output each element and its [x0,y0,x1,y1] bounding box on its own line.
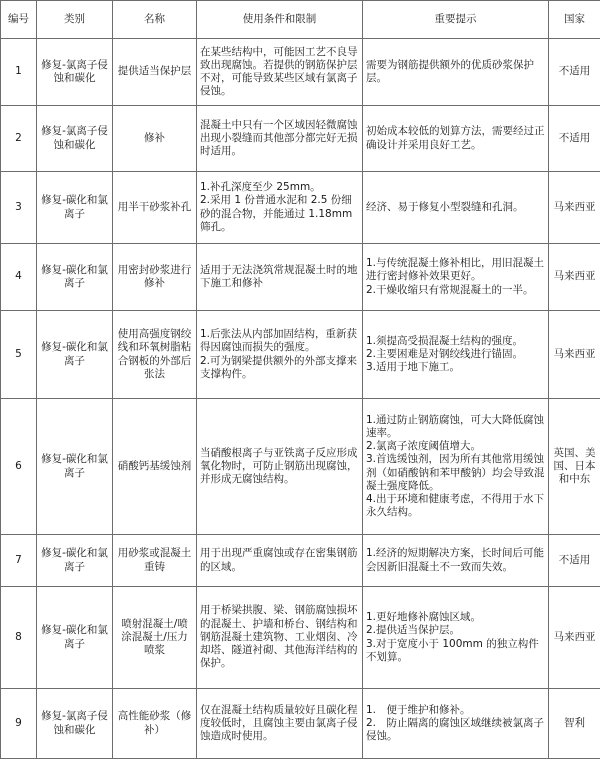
cell-category: 修复-碳化和氯离子 [37,172,113,244]
cell-country: 马来西亚 [549,587,600,689]
note-line: 4.出于环境和健康考虑，不得用于水下永久结构。 [366,493,545,519]
condition-line: 在某些结构中，可能因工艺不良导致出现腐蚀。若提供的钢筋保护层不对，可能导致某些区域有氯离子侵蚀。 [200,46,359,99]
header-notes: 重要提示 [363,1,549,39]
condition-line: 仅在混凝土结构质量较好且碳化程度较低时，且腐蚀主要由氯离子侵蚀造成时使用。 [200,704,359,744]
cell-conditions [197,399,363,535]
condition-line: 适用于无法浇筑常规混凝土时的地下施工和修补 [200,264,359,290]
cell-notes [363,39,549,106]
cell-category: 修复-氯离子侵蚀和碳化 [37,106,113,172]
condition-line: 混凝土中只有一个区域因轻微腐蚀出现小裂缝而其他部分都完好无损时适用。 [200,119,359,159]
cell-conditions [197,244,363,311]
table-row [1,39,600,106]
header-conditions: 使用条件和限制 [197,1,363,39]
note-line: 1.通过防止钢筋腐蚀，可大大降低腐蚀速率。 [366,414,545,440]
cell-id: 4 [1,244,37,311]
cell-country: 不适用 [549,535,600,587]
note-line: 3.首选缓蚀剂，因为所有其他常用缓蚀剂（如硝酸钠和苯甲酸钠）均会导致混凝土强度降低。 [366,453,545,493]
note-line: 3.适用于地下施工。 [366,361,545,374]
cell-conditions [197,535,363,587]
table-row [1,106,600,172]
table-row [1,689,600,759]
cell-id: 9 [1,689,37,759]
condition-line: 1.后张法从内部加固结构，重新获得因腐蚀而损失的强度。 [200,328,359,354]
note-line: 经济、易于修复小型裂缝和孔洞。 [366,201,545,214]
note-line: 1.须提高受损混凝土结构的强度。 [366,335,545,348]
cell-id: 7 [1,535,37,587]
note-line: 2.主要困难是对钢绞线进行锚固。 [366,348,545,361]
note-line: 1.与传统混凝土修补相比，用旧混凝土进行密封修补效果更好。 [366,257,545,283]
cell-name: 用半干砂浆补孔 [113,172,197,244]
cell-conditions [197,39,363,106]
cell-notes [363,535,549,587]
cell-name: 用密封砂浆进行修补 [113,244,197,311]
cell-category: 修复-碳化和氯离子 [37,244,113,311]
cell-notes [363,689,549,759]
cell-name: 提供适当保护层 [113,39,197,106]
cell-name: 修补 [113,106,197,172]
cell-category: 修复-碳化和氯离子 [37,311,113,399]
table-row [1,244,600,311]
header-name: 名称 [113,1,197,39]
cell-id: 2 [1,106,37,172]
condition-line: 2.可为钢梁提供额外的外部支撑来支撑构件。 [200,355,359,381]
cell-category: 修复-碳化和氯离子 [37,587,113,689]
cell-notes [363,399,549,535]
cell-notes [363,106,549,172]
cell-name: 高性能砂浆（修补） [113,689,197,759]
cell-notes [363,244,549,311]
cell-notes [363,311,549,399]
cell-country: 智利 [549,689,600,759]
condition-line: 2.采用 1 份普通水泥和 2.5 份细砂的混合物，并能通过 1.18mm 筛孔。 [200,194,359,234]
cell-id: 3 [1,172,37,244]
cell-category: 修复-碳化和氯离子 [37,399,113,535]
cell-id: 8 [1,587,37,689]
cell-category: 修复-碳化和氯离子 [37,535,113,587]
table-row [1,587,600,689]
cell-name: 喷射混凝土/喷涂混凝土/压力喷浆 [113,587,197,689]
note-line: 2. 防止隔离的腐蚀区域继续被氯离子侵蚀。 [366,717,545,743]
cell-notes [363,172,549,244]
note-line: 初始成本较低的划算方法，需要经过正确设计并采用良好工艺。 [366,125,545,151]
cell-name: 硝酸钙基缓蚀剂 [113,399,197,535]
cell-country: 马来西亚 [549,172,600,244]
note-line: 2.干燥收缩只有常规混凝土的一半。 [366,284,545,297]
cell-conditions [197,689,363,759]
note-line: 1.更好地修补腐蚀区域。 [366,611,545,624]
cell-country: 不适用 [549,39,600,106]
cell-country: 英国、美国、日本和中东 [549,399,600,535]
header-country: 国家 [549,1,600,39]
condition-line: 用于桥梁拱腹、梁、钢筋腐蚀损坏的混凝土、护墙和桥台、钢结构和钢筋混凝土建筑物、工业烟囱、冷却塔、隧道衬砌、其他海洋结构的保护。 [200,604,359,670]
note-line: 2.氯离子浓度阈值增大。 [366,440,545,453]
cell-notes [363,587,549,689]
cell-category: 修复-氯离子侵蚀和碳化 [37,689,113,759]
table-row [1,399,600,535]
note-line: 需要为钢筋提供额外的优质砂浆保护层。 [366,59,545,85]
table-row [1,172,600,244]
header-id: 编号 [1,1,37,39]
cell-conditions [197,172,363,244]
cell-name: 用砂浆或混凝土重铸 [113,535,197,587]
condition-line: 1.补孔深度至少 25mm。 [200,181,359,194]
condition-line: 当硝酸根离子与亚铁离子反应形成氧化物时，可防止钢筋出现腐蚀，并形成无腐蚀结构。 [200,447,359,487]
table-row [1,535,600,587]
cell-country: 马来西亚 [549,244,600,311]
cell-conditions [197,106,363,172]
note-line: 3.对于宽度小于 100mm 的独立构件不划算。 [366,638,545,664]
table-row [1,311,600,399]
cell-country: 不适用 [549,106,600,172]
table-header-row [1,1,600,39]
cell-conditions [197,587,363,689]
note-line: 1. 便于维护和修补。 [366,704,545,717]
cell-id: 5 [1,311,37,399]
cell-country: 马来西亚 [549,311,600,399]
note-line: 2.提供适当保护层。 [366,624,545,637]
cell-conditions [197,311,363,399]
cell-name: 使用高强度钢绞线和环氧树脂粘合钢板的外部后张法 [113,311,197,399]
condition-line: 用于出现严重腐蚀或存在密集钢筋的区域。 [200,547,359,573]
header-category: 类别 [37,1,113,39]
cell-id: 6 [1,399,37,535]
cell-id: 1 [1,39,37,106]
cell-category: 修复-氯离子侵蚀和碳化 [37,39,113,106]
note-line: 1.经济的短期解决方案，长时间后可能会因新旧混凝土不一致而失效。 [366,547,545,573]
